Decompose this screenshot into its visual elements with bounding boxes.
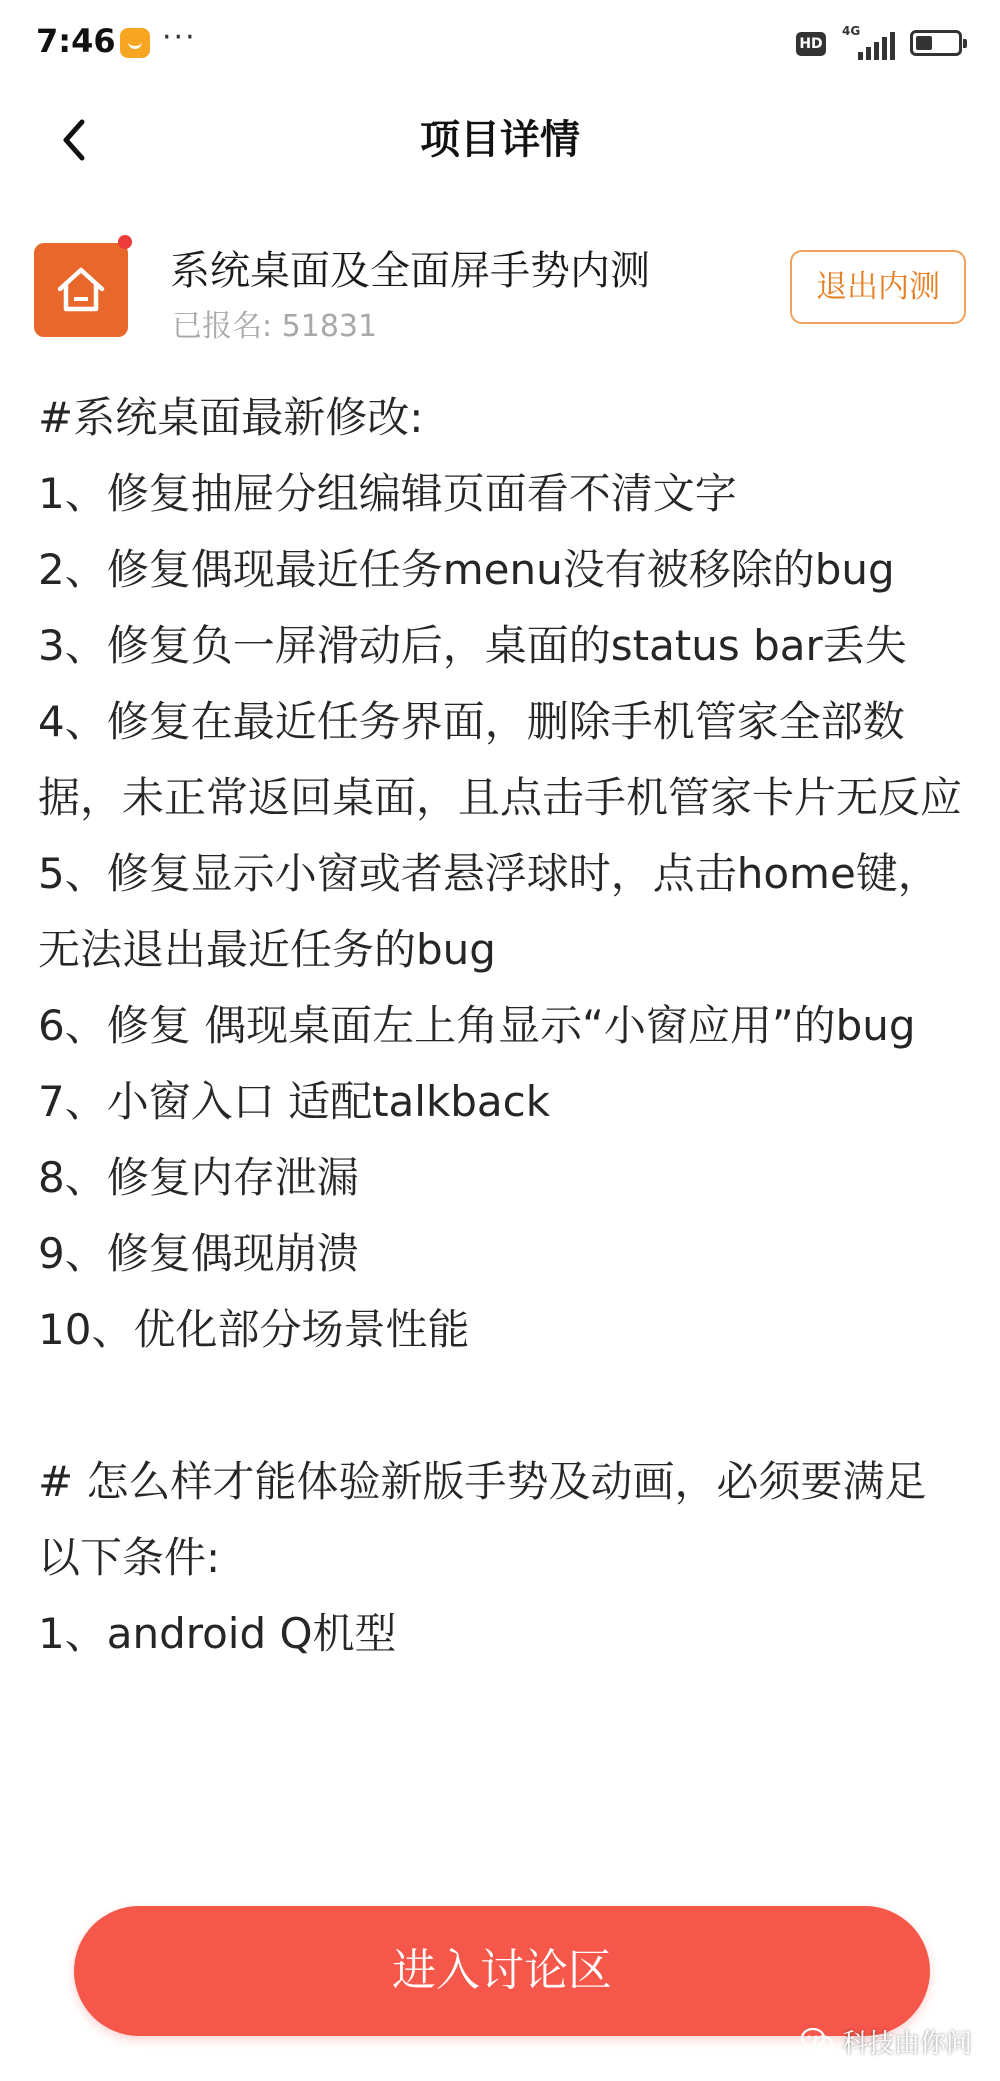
home-icon <box>54 263 108 317</box>
battery-level <box>916 36 932 50</box>
battery-icon <box>910 30 962 56</box>
watermark-text: 科技由你问 <box>841 2028 972 2059</box>
app-header <box>0 90 1000 190</box>
signup-count: 已报名: 51831 <box>172 309 378 344</box>
more-notifications-icon: ··· <box>162 20 197 55</box>
description-line: 10、优化部分场景性能 <box>38 1305 470 1354</box>
description-line: 2、修复偶现最近任务menu没有被移除的bug <box>38 545 895 594</box>
exit-beta-button[interactable]: 退出内测 <box>790 250 966 324</box>
project-icon <box>34 243 128 337</box>
status-bar <box>0 0 1000 90</box>
watermark <box>800 2021 972 2061</box>
notification-app-icon <box>120 28 150 58</box>
description-line: 5、修复显示小窗或者悬浮球时，点击home键，无法退出最近任务的bug <box>38 849 940 974</box>
description-line: 1、android Q机型 <box>38 1609 397 1658</box>
description-line: 8、修复内存泄漏 <box>38 1153 359 1202</box>
hd-icon: HD <box>796 32 826 56</box>
page-title: 项目详情 <box>420 117 580 163</box>
description-line: 6、修复 偶现桌面左上角显示“小窗应用”的bug <box>38 1001 916 1050</box>
project-description <box>38 380 968 1865</box>
wechat-icon <box>800 2027 834 2055</box>
description-line: #系统桌面最新修改: <box>38 393 424 442</box>
description-line <box>38 1368 968 1444</box>
signal-icon <box>842 24 898 60</box>
description-line: 7、小窗入口 适配talkback <box>38 1077 551 1126</box>
network-type-label: 4G <box>842 24 861 38</box>
description-line: 3、修复负一屏滑动后，桌面的status bar丢失 <box>38 621 907 670</box>
enter-discussion-button[interactable]: 进入讨论区 <box>74 1906 930 2036</box>
project-info <box>0 235 1000 355</box>
notification-dot <box>118 235 132 249</box>
description-line: 1、修复抽屉分组编辑页面看不清文字 <box>38 469 737 518</box>
project-name: 系统桌面及全面屏手势内测 <box>170 248 650 294</box>
description-line: 9、修复偶现崩溃 <box>38 1229 359 1278</box>
description-line: # 怎么样才能体验新版手势及动画，必须要满足以下条件: <box>38 1457 927 1582</box>
description-line: 4、修复在最近任务界面，删除手机管家全部数据，未正常返回桌面，且点击手机管家卡片无反应 <box>38 697 963 822</box>
status-time: 7:46 <box>36 22 116 60</box>
